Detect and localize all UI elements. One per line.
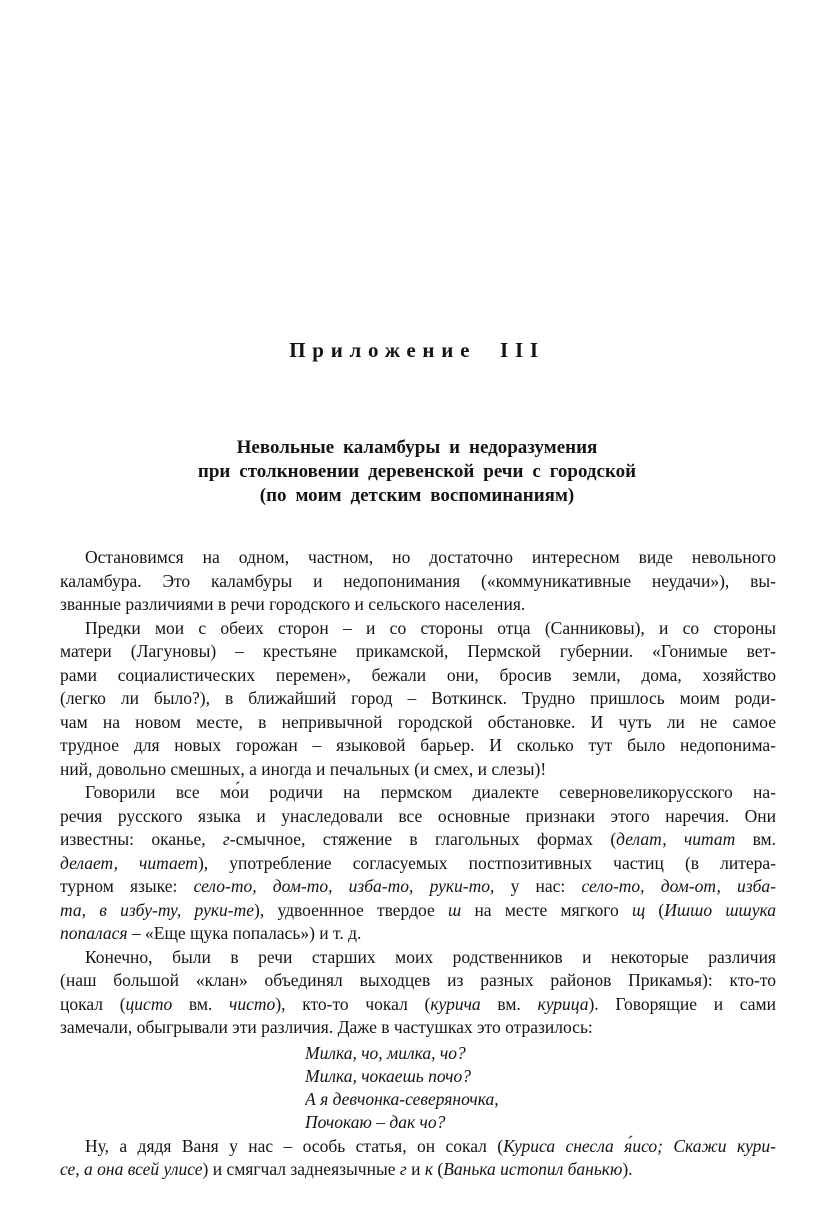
text-run: вм. [172,993,230,1014]
text-line [60,1158,776,1182]
text-run: званные различиями в речи городского и сельского населения. [60,594,526,614]
text-run: (легко ли было?), в ближайший город – Воткинск. Трудно пришлось моим роди- [60,688,776,708]
text-run: известны: оканье, [60,829,223,849]
italic-run: г [222,829,230,849]
document-title-line: Невольные каламбуры и недоразумения [236,437,598,458]
text-run: А я девчонка-северяночка, [305,1088,499,1109]
document-body [60,546,776,1182]
italic-run: село-то, дом-то, изба-то, руки-то, [193,876,495,896]
text-line [60,852,776,876]
italic-run: попалася [60,923,128,943]
text-run: Предки мои с обеих сторон – и со стороны отца (Санниковы), и со стороны [85,617,776,638]
text-line [60,828,776,852]
italic-run: ш [447,899,462,920]
document-title-subtitle: (по моим детским воспоминаниям) [259,485,575,506]
paragraph [60,1135,776,1182]
italic-run: г [399,1159,407,1179]
text-run: вм. [735,829,776,849]
text-line [60,1016,776,1040]
text-run: рами социалистических перемен», бежали они, бросив земли, дома, хозяйство [60,664,776,685]
text-run: ( [645,899,665,920]
text-run: турном языке: [60,876,194,896]
italic-run: чисто [229,993,276,1014]
text-run: Почокаю – дак чо? [305,1111,446,1132]
text-run: ). Говорящие и сами [588,993,776,1014]
verse-line [305,1088,776,1111]
text-run: ), кто-то чокал ( [275,993,431,1014]
text-line [60,993,776,1017]
text-run: у нас: [494,876,582,896]
text-line [60,687,776,711]
text-run: -смычное, стяжение в глагольных формах ( [229,829,617,849]
verse-line [305,1065,776,1088]
paragraph [60,617,776,782]
document-title [0,436,834,508]
text-line [60,546,776,570]
italic-run: курица [537,993,589,1014]
text-run: ). [622,1159,633,1179]
text-run: Конечно, были в речи старших моих родственников и некоторые различия [85,946,776,967]
text-run: каламбура. Это каламбуры и недопонимания («коммуникативные неудачи»), вы- [60,570,776,591]
paragraph [60,946,776,1040]
verse-line [305,1042,776,1065]
text-run: Ну, а дядя Ваня у нас – особь статья, он сокал ( [85,1135,504,1156]
text-line [60,711,776,735]
text-run: ), употребление согласуемых постпозитивных частиц (в литера- [197,852,776,873]
text-run: Милка, чо, милка, чо? [305,1042,466,1063]
text-run: ), удвоеннное твердое [254,899,448,920]
text-run: ) и смягчал заднеязычные [202,1159,400,1179]
text-run: трудное для новых горожан – языковой барьер. И сколько тут было недопонима- [60,735,776,755]
text-run: Остановимся на одном, частном, но достаточно интересном виде невольного [85,547,776,567]
text-run: вм. [480,993,538,1014]
text-run: чам на новом месте, в непривычной городской обстановке. И чуть ли не самое [60,711,776,732]
text-line [60,758,776,782]
italic-run: Ванька истопил банькю [443,1159,623,1179]
verse-line [305,1111,776,1134]
text-line [60,593,776,617]
text-line [60,570,776,594]
appendix-title: Приложение III [289,338,545,362]
paragraph [60,546,776,617]
text-run: (наш большой «клан» объединял выходцев из разных районов Прикамья): кто-то [60,970,776,990]
paragraph [60,781,776,946]
text-line [60,969,776,993]
text-line [60,1135,776,1159]
text-run: замечали, обыгрывали эти различия. Даже в частушках это отразилось: [60,1017,593,1037]
italic-run: Куриса снесла я́исо; Скажи кури- [503,1135,776,1156]
text-run: – «Еще щука попалась») и т. д. [127,923,362,943]
italic-run: делает, читает [60,852,198,873]
text-line [60,946,776,970]
text-run: Говорили все мо́и родичи на пермском диалекте северновеликорусского на- [85,782,776,802]
italic-run: цисто [125,993,173,1014]
text-run: ний, довольно смешных, а иногда и печальных (и смех, и слезы)! [60,758,547,779]
text-line [60,617,776,641]
italic-run: се, а она всей улисе [60,1159,203,1179]
text-run: матери (Лагуновы) – крестьяне прикамской, Пермской губернии. «Гонимые вет- [60,641,776,661]
text-line [60,805,776,829]
text-run: цокал ( [60,993,126,1014]
text-line [60,664,776,688]
italic-run: та, в избу-ту, руки-те [60,899,255,920]
text-run: на месте мягкого [461,899,632,920]
text-line [60,875,776,899]
document-title-line: при столкновении деревенской речи с городской [197,461,637,482]
text-line [60,922,776,946]
italic-run: к [424,1159,434,1179]
text-run: ( [433,1159,444,1179]
text-line [60,640,776,664]
text-line [60,781,776,805]
text-run: речия русского языка и унаследовали все основные признаки этого наречия. Они [60,805,776,826]
italic-run: село-то, дом-от, изба- [581,876,776,896]
text-run: Милка, чокаешь почо? [305,1065,472,1086]
text-line [60,899,776,923]
verse-block [305,1042,776,1134]
italic-run: щ [631,899,646,920]
italic-run: делат, читат [616,829,736,849]
italic-run: Ишшо шшука [664,899,776,920]
italic-run: курича [430,993,481,1014]
text-line [60,734,776,758]
text-run: и [406,1159,425,1179]
